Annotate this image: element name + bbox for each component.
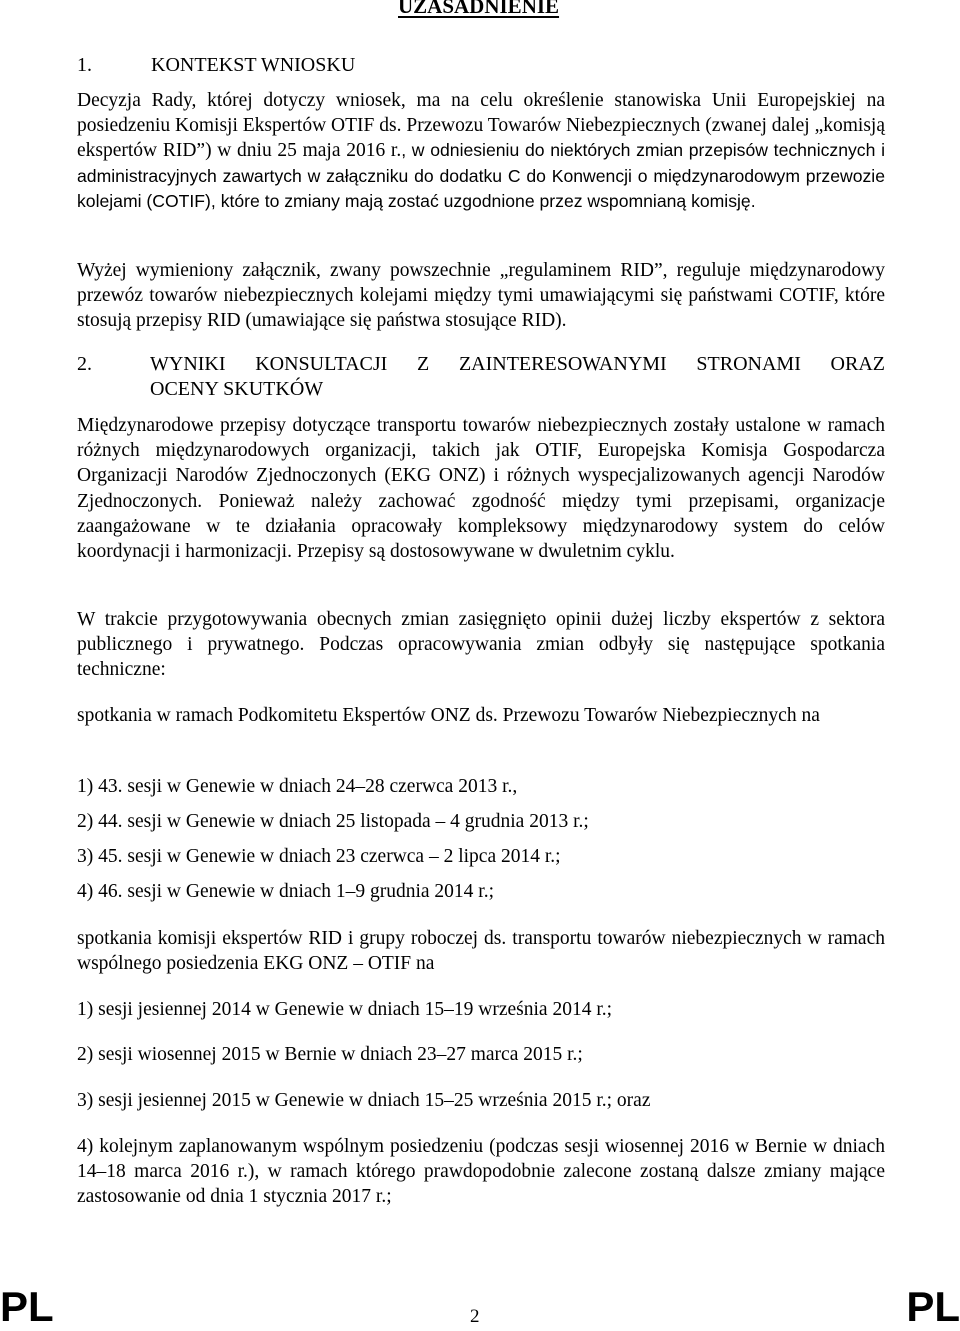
section-1-paragraph-2: Wyżej wymieniony załącznik, zwany powszechnie „regulaminem RID”, reguluje międzynarodowy przewóz towarów niebezpiecznych kolejami między tymi umawiającymi się państwami COTIF, które stosują przepisy RID (umawiające się państwa stosujące RID). xyxy=(77,260,885,332)
footer-language-right: PL xyxy=(906,1283,960,1330)
list-item: 2) 44. sesji w Genewie w dniach 25 listopada – 4 grudnia 2013 r.; xyxy=(77,811,589,832)
list-item: 1) sesji jesiennej 2014 w Genewie w dniach 15–19 września 2014 r.; xyxy=(77,999,613,1020)
section-1-paragraph-1-serif: Decyzja Rady, której dotyczy wniosek, ma na celu określenie stanowiska Unii Europejskiej na posiedzeniu Komisji Ekspertów OTIF ds. Przewozu Towarów Niebezpiecznych (zwanej dalej „komisją ekspertów RID”) w dniu 25 maja 2016 r. xyxy=(77,90,885,162)
section-2-paragraph-3: spotkania w ramach Podkomitetu Ekspertów ONZ ds. Przewozu Towarów Niebezpiecznych na xyxy=(77,705,820,726)
section-2-paragraph-5: 4) kolejnym zaplanowanym wspólnym posiedzeniu (podczas sesji wiosennej 2016 w Bernie w dniach 14–18 marca 2016 r.), w ramach którego prawdopodobnie zalecone zostaną dalsze zmiany mające zastosowanie od dnia 1 stycznia 2017 r.; xyxy=(77,1136,885,1208)
section-2-heading xyxy=(77,352,885,402)
section-2-number: 2. xyxy=(77,353,92,375)
section-2-paragraph-1: Międzynarodowe przepisy dotyczące transportu towarów niebezpiecznych zostały ustalone w ramach różnych międzynarodowych organizacji, takich jak OTIF, Europejska Komisja Gospodarcza Organizacji Narodów Zjednoczonych (EKG ONZ) i różnych wyspecjalizowanych agencji Narodów Zjednoczonych. Ponieważ należy zachować zgodność między tymi przepisami, organizacje zaangażowane w te działania opracowały kompleksowy międzynarodowy system do celów koordynacji i harmonizacji. Przepisy są dostosowywane w dwuletnim cyklu. xyxy=(77,415,885,563)
section-1-number: 1. xyxy=(77,54,92,76)
section-1-title: KONTEKST WNIOSKU xyxy=(151,54,356,76)
list-item: 3) sesji jesiennej 2015 w Genewie w dniach 15–25 września 2015 r.; oraz xyxy=(77,1090,651,1111)
list-item: 1) 43. sesji w Genewie w dniach 24–28 czerwca 2013 r., xyxy=(77,776,518,797)
section-2-paragraph-2: W trakcie przygotowywania obecnych zmian zasięgnięto opinii dużej liczby ekspertów z sektora publicznego i prywatnego. Podczas opracowywania zmian odbyły się następujące spotkania techniczne: xyxy=(77,609,885,681)
section-1-paragraph-1 xyxy=(77,88,885,214)
section-1-heading xyxy=(77,53,355,78)
page-number: 2 xyxy=(470,1306,480,1327)
list-item: 3) 45. sesji w Genewie w dniach 23 czerwca – 2 lipca 2014 r.; xyxy=(77,846,561,867)
page-title: UZASADNIENIE xyxy=(398,0,560,18)
list-item: 4) 46. sesji w Genewie w dniach 1–9 grudnia 2014 r.; xyxy=(77,881,495,902)
section-1-paragraph-1-sans: , w odniesieniu do niektórych zmian przepisów technicznych i administracyjnych zawartych w załączniku do dodatku C do Konwencji o międzynarodowym przewozie kolejami (COTIF), które to zmiany mają zostać uzgodnione przez wspomnianą komisję. xyxy=(77,140,886,211)
list-item: 2) sesji wiosennej 2015 w Bernie w dniach 23–27 marca 2015 r.; xyxy=(77,1044,583,1065)
section-2-title-line-1: WYNIKI KONSULTACJI Z ZAINTERESOWANYMI STRONAMI ORAZ xyxy=(150,353,885,375)
footer-language-left: PL xyxy=(0,1283,54,1330)
section-2-title-line-2: OCENY SKUTKÓW xyxy=(150,378,324,400)
section-2-paragraph-4: spotkania komisji ekspertów RID i grupy roboczej ds. transportu towarów niebezpiecznych w ramach wspólnego posiedzenia EKG ONZ – OTIF na xyxy=(77,928,885,975)
